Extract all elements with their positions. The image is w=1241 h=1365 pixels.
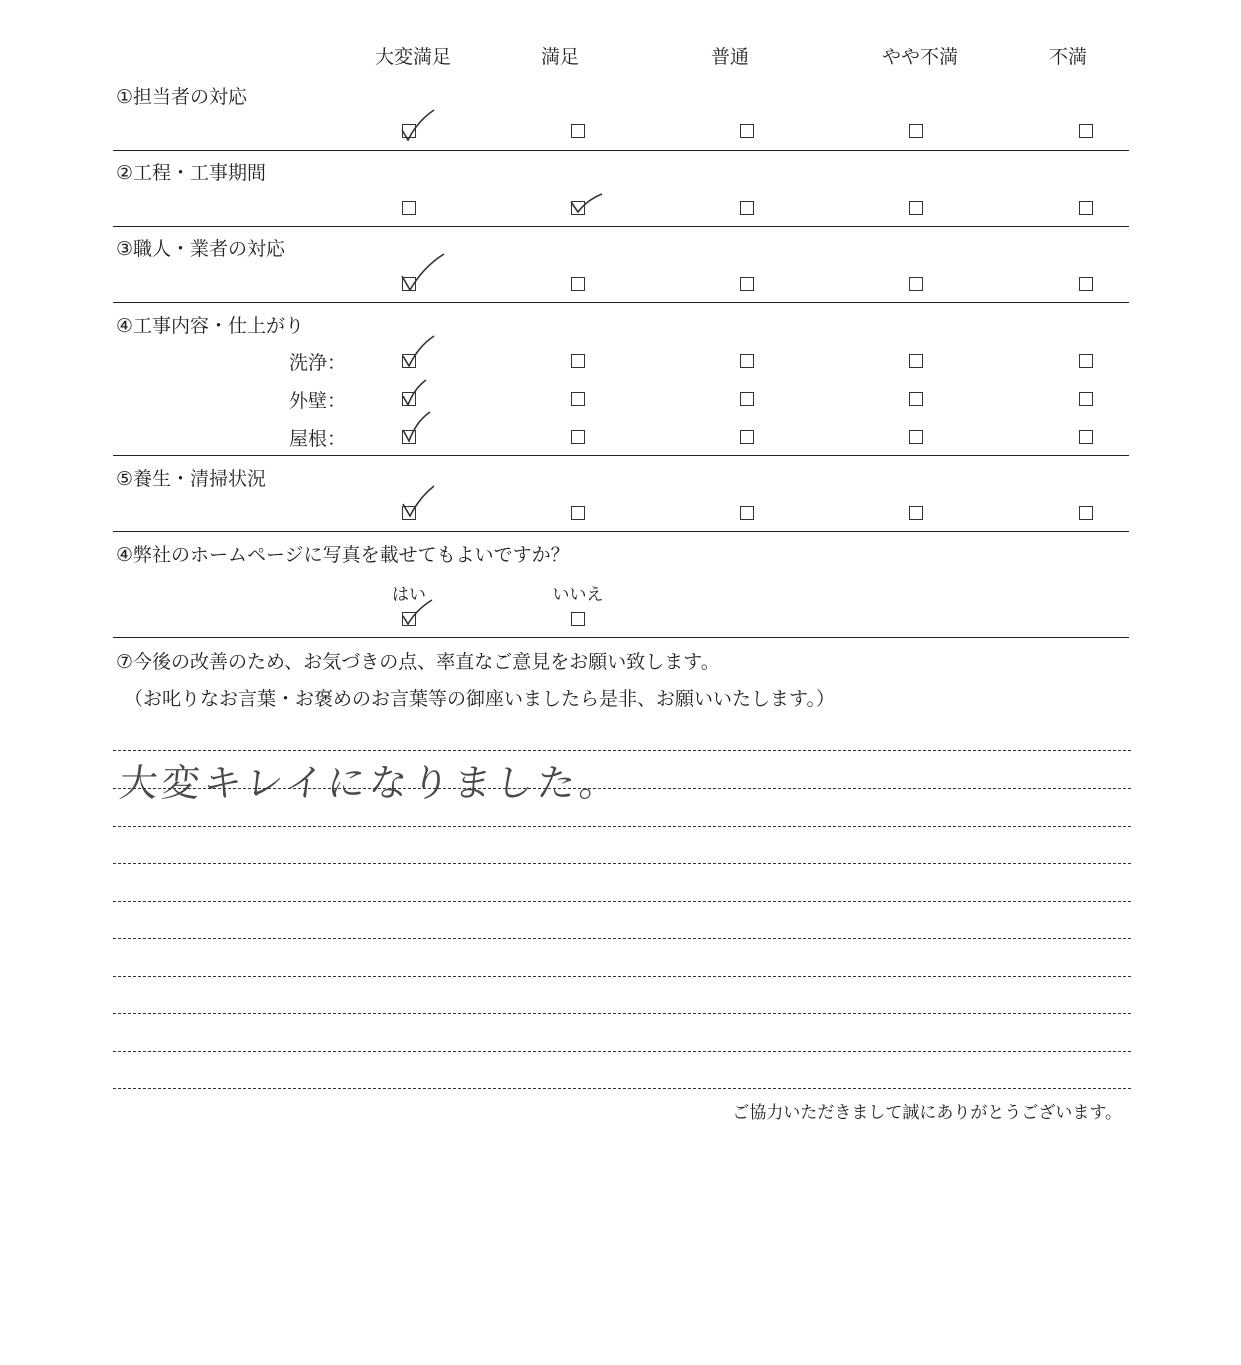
question-1-label: ①担当者の対応 — [116, 86, 248, 108]
q6-checkbox-yes[interactable] — [402, 612, 416, 626]
column-header-satisfied: 満足 — [540, 46, 580, 68]
writing-line — [113, 1013, 1131, 1014]
column-header-dissatisfied: 不満 — [1048, 46, 1088, 68]
section-divider — [113, 637, 1129, 638]
thanks-message: ご協力いただきまして誠にありがとうございます。 — [732, 1103, 1122, 1123]
question-3-label: ③職人・業者の対応 — [116, 238, 286, 260]
q4-exterior-wall-checkbox-somewhat-dissatisfied[interactable] — [909, 392, 923, 406]
section-divider — [113, 302, 1129, 303]
q5-checkbox-dissatisfied[interactable] — [1079, 506, 1093, 520]
q4-washing-checkbox-somewhat-dissatisfied[interactable] — [909, 354, 923, 368]
q2-checkbox-neutral[interactable] — [740, 201, 754, 215]
writing-line — [113, 976, 1131, 977]
section-divider — [113, 150, 1129, 151]
section-divider — [113, 455, 1129, 456]
column-header-very-satisfied: 大変満足 — [374, 46, 452, 68]
q5-checkbox-very-satisfied[interactable] — [402, 506, 416, 520]
writing-line — [113, 1051, 1131, 1052]
q4-exterior-wall-checkbox-dissatisfied[interactable] — [1079, 392, 1093, 406]
q6-checkbox-no[interactable] — [571, 612, 585, 626]
writing-line — [113, 1088, 1131, 1089]
q1-checkbox-dissatisfied[interactable] — [1079, 124, 1093, 138]
q5-checkbox-somewhat-dissatisfied[interactable] — [909, 506, 923, 520]
q4-exterior-wall-checkbox-very-satisfied[interactable] — [402, 392, 416, 406]
writing-line — [113, 826, 1131, 827]
question-2-label: ②工程・工事期間 — [116, 162, 267, 184]
column-header-neutral: 普通 — [710, 46, 750, 68]
writing-line — [113, 750, 1131, 751]
writing-line — [113, 901, 1131, 902]
q4-washing-checkbox-satisfied[interactable] — [571, 354, 585, 368]
q6-option-yes-label: はい — [392, 585, 426, 605]
q3-checkbox-very-satisfied[interactable] — [402, 277, 416, 291]
q5-checkbox-neutral[interactable] — [740, 506, 754, 520]
q4-roof-checkbox-very-satisfied[interactable] — [402, 430, 416, 444]
column-header-somewhat-dissatisfied: やや不満 — [881, 46, 959, 68]
q4-washing-checkbox-dissatisfied[interactable] — [1079, 354, 1093, 368]
question-5-label: ⑤養生・清掃状況 — [116, 468, 267, 490]
q3-checkbox-satisfied[interactable] — [571, 277, 585, 291]
q2-checkbox-satisfied[interactable] — [571, 201, 585, 215]
question-7-label: ⑦今後の改善のため、お気づきの点、率直なご意見をお願い致します。 — [116, 651, 720, 673]
q5-checkbox-satisfied[interactable] — [571, 506, 585, 520]
q4-roof-checkbox-satisfied[interactable] — [571, 430, 585, 444]
q2-checkbox-somewhat-dissatisfied[interactable] — [909, 201, 923, 215]
q2-checkbox-very-satisfied[interactable] — [402, 201, 416, 215]
q1-checkbox-somewhat-dissatisfied[interactable] — [909, 124, 923, 138]
q2-checkbox-dissatisfied[interactable] — [1079, 201, 1093, 215]
q4-roof-checkbox-dissatisfied[interactable] — [1079, 430, 1093, 444]
q4-washing-checkbox-neutral[interactable] — [740, 354, 754, 368]
writing-line — [113, 863, 1131, 864]
q4-item-exterior-wall-label: 外壁： — [288, 390, 346, 412]
q3-checkbox-somewhat-dissatisfied[interactable] — [909, 277, 923, 291]
q4-roof-checkbox-neutral[interactable] — [740, 430, 754, 444]
section-divider — [113, 531, 1129, 532]
handwritten-answer: 大変キレイになりました。 — [117, 761, 624, 805]
q1-checkbox-satisfied[interactable] — [571, 124, 585, 138]
q1-checkbox-neutral[interactable] — [740, 124, 754, 138]
section-divider — [113, 226, 1129, 227]
question-4-label: ④工事内容・仕上がり — [116, 315, 305, 337]
q4-exterior-wall-checkbox-neutral[interactable] — [740, 392, 754, 406]
q3-checkbox-neutral[interactable] — [740, 277, 754, 291]
q4-roof-checkbox-somewhat-dissatisfied[interactable] — [909, 430, 923, 444]
q4-exterior-wall-checkbox-satisfied[interactable] — [571, 392, 585, 406]
q4-item-roof-label: 屋根： — [288, 428, 346, 450]
question-7-note: （お叱りなお言葉・お褒めのお言葉等の御座いましたら是非、お願いいたします。） — [124, 688, 835, 710]
q6-option-no-label: いいえ — [552, 585, 604, 605]
q3-checkbox-dissatisfied[interactable] — [1079, 277, 1093, 291]
q4-washing-checkbox-very-satisfied[interactable] — [402, 354, 416, 368]
q4-item-washing-label: 洗浄： — [288, 352, 346, 374]
q1-checkbox-very-satisfied[interactable] — [402, 124, 416, 138]
writing-line — [113, 938, 1131, 939]
question-6-label: ④弊社のホームページに写真を載せてもよいですか？ — [116, 544, 570, 566]
